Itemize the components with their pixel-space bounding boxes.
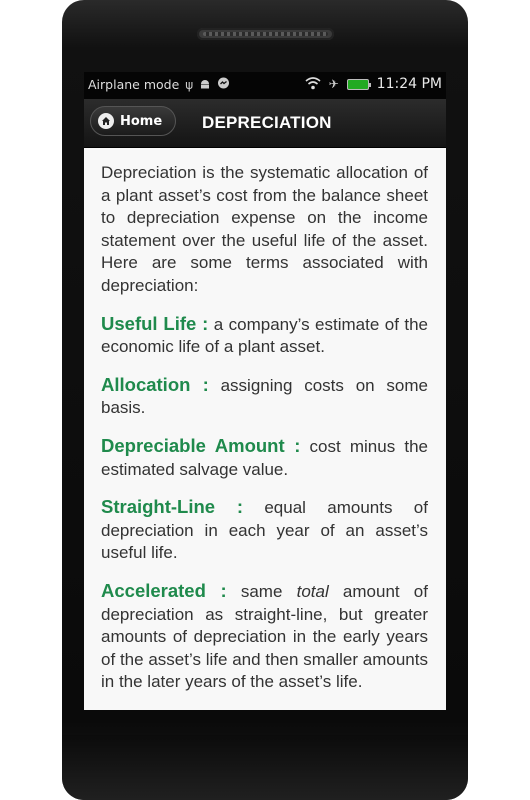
- phone-screen: [84, 72, 446, 710]
- battery-icon: [347, 79, 369, 90]
- term-label: Depreciable Amount :: [101, 434, 301, 456]
- phone-chin: [62, 735, 468, 800]
- definition-paragraph: [101, 374, 428, 420]
- term-label: Straight-Line :: [101, 496, 243, 518]
- term-label: Allocation :: [101, 373, 209, 395]
- term-definition-start: same: [226, 581, 297, 601]
- wifi-icon: [305, 77, 321, 92]
- status-bar: [84, 72, 446, 99]
- term-definition-emphasis: total: [296, 581, 329, 601]
- definition-paragraph: [101, 313, 428, 359]
- status-time: 11:24 PM: [376, 76, 442, 92]
- home-button[interactable]: [90, 106, 176, 136]
- usb-icon: ψ: [185, 77, 194, 92]
- term-label: Useful Life :: [101, 312, 209, 334]
- term-definition: equal amounts of depreciation in each year of an asset’s useful life.: [101, 498, 428, 563]
- content-area[interactable]: [84, 148, 446, 710]
- term-definition-end: amount of depreciation as straight-line, but greater amounts of depreciation in the early years of the asset’s life and then smaller amounts in the later years of the asset’s life.: [101, 581, 428, 692]
- earpiece-speaker: [197, 28, 334, 40]
- airplane-mode-label: Airplane mode: [88, 77, 180, 92]
- article-body: [101, 162, 428, 709]
- home-icon: [98, 113, 114, 129]
- term-definition: assigning costs on some basis.: [101, 375, 428, 418]
- airplane-icon: ✈: [328, 77, 339, 91]
- definition-paragraph: [101, 496, 428, 565]
- term-definition: cost minus the estimated salvage value.: [101, 436, 428, 479]
- page-title: DEPRECIATION: [202, 113, 332, 132]
- term-definition: a company’s estimate of the economic life of a plant asset.: [101, 314, 428, 357]
- intro-paragraph: Depreciation is the systematic allocation of a plant asset’s cost from the balance sheet to depreciation expense on the income statement over the useful life of the asset. Here are some terms associated with depreciation:: [101, 163, 428, 295]
- messenger-icon: [217, 77, 230, 92]
- home-button-label: Home: [120, 113, 163, 129]
- android-icon: [199, 78, 211, 92]
- definition-paragraph: [101, 580, 428, 694]
- app-bar: [84, 99, 446, 148]
- term-label: Accelerated :: [101, 579, 227, 601]
- definition-paragraph: [101, 435, 428, 481]
